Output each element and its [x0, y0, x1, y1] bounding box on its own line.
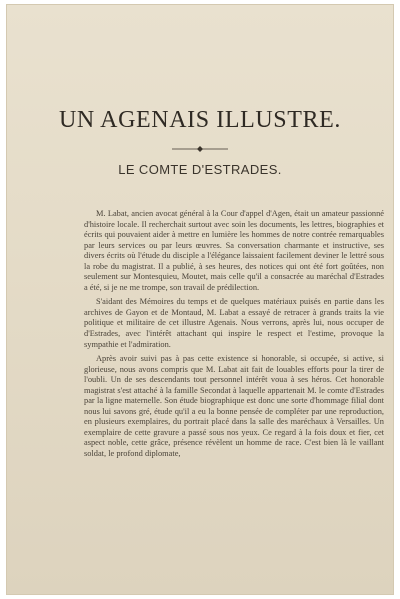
paragraph: S'aidant des Mémoires du temps et de quelques matériaux puisés en partie dans les archives de Gayon et de Montaud, M. Labat a essayé de retracer à grands traits la vie politique et militaire de cet illustre Agenais. Nous verrons, après lui, nous occuper de d'Estrades, avec l'intérêt attachant qui inspire le respect et l'estime, provoque la sympathie et l'admiration. [84, 297, 384, 349]
paragraph: M. Labat, ancien avocat général à la Cour d'appel d'Agen, était un amateur passionné d'histoire locale. Il recherchait surtout avec soin les documents, les lettres, biographies et écrits qui pouvaient aider à mettre en lumière les hommes de notre contrée remarquables par leurs services ou par leurs œuvres. Sa conversation charmante et instructive, ses divers écrits où l'étude du disciple a l'élégance laissaient facilement deviner le lettré sous la robe du magistrat. Il a publié, à ses heures, des notices qui ont été fort goûtées, non seulement sur Montesquieu, Moutet, mais celle qu'il a consacrée au maréchal d'Estrades a été, si je ne me trompe, son travail de prédilection. [84, 209, 384, 292]
ornamental-rule [170, 145, 230, 153]
paragraph: Après avoir suivi pas à pas cette existence si honorable, si occupée, si active, si glorieuse, nous avons compris que M. Labat ait fait de louables efforts pour la tirer de l'oubli. Un de ses descendants tout personnel intérêt voua à ses héros. Cet honorable magistrat s'est attaché à la famille Secondat à laquelle appartenait M. le comte d'Estrades par la ligne maternelle. Son étude biographique est donc une sorte d'hommage filial dont nous lui savons gré, étude qu'il a eu la bonne pensée de compléter par une reproduction, en plusieurs exemplaires, du portrait placé dans la salle des maréchaux à Versailles. Un exemplaire de cette gravure a passé sous nos yeux. Ce regard à la fois doux et fier, cet aspect noble, cette grâce, présence révèlent un homme de race. C'est bien là le vaillant soldat, le profond diplomate, [84, 354, 384, 459]
document-page [6, 4, 394, 595]
body-text [84, 209, 384, 464]
page-subtitle: LE COMTE D'ESTRADES. [118, 162, 282, 177]
page-title: UN AGENAIS ILLUSTRE. [59, 107, 341, 133]
